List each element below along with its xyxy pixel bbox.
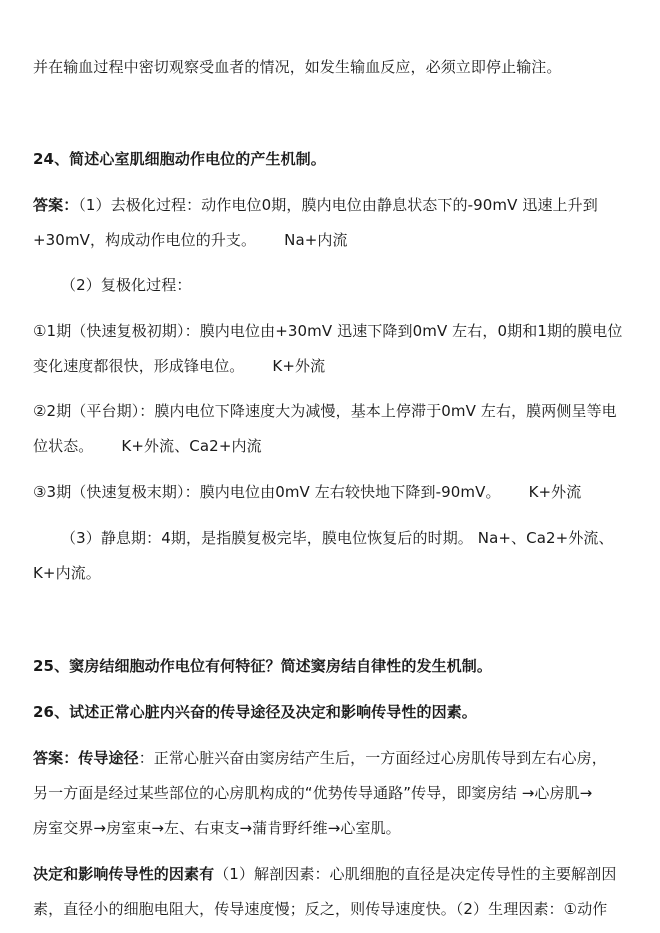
- answer-24-line: K+内流。: [33, 564, 101, 582]
- answer-label: 答案：: [33, 196, 79, 214]
- answer-26-line: 决定和影响传导性的因素有（1）解剖因素：心肌细胞的直径是决定传导性的主要解剖因: [33, 865, 617, 883]
- answer-24-line: +30mV，构成动作电位的升支。 Na+内流: [33, 231, 348, 249]
- text-line: 并在输血过程中密切观察受血者的情况，如发生输血反应，必须立即停止输注。: [33, 58, 562, 76]
- answer-24-line: 答案：（1）去极化过程：动作电位0期，膜内电位由静息状态下的-90mV 迅速上升到: [33, 196, 598, 214]
- answer-24-line: ②2期（平台期）：膜内电位下降速度大为减慢，基本上停滞于0mV 左右，膜两侧呈等电: [33, 402, 617, 420]
- question-25-heading: 25、窦房结细胞动作电位有何特征？简述窦房结自律性的发生机制。: [33, 657, 492, 675]
- answer-24-line: （3）静息期：4期，是指膜复极完毕，膜电位恢复后的时期。 Na+、Ca2+外流、: [61, 529, 614, 547]
- answer-24-line: ③3期（快速复极末期）：膜内电位由0mV 左右较快地下降到-90mV。 K+外流: [33, 483, 582, 501]
- answer-26-line: 另一方面是经过某些部位的心房肌构成的“优势传导通路”传导，即窦房结 →心房肌→: [33, 784, 593, 802]
- answer-label: 答案：传导途径: [33, 749, 139, 767]
- answer-24-line: 变化速度都很快，形成锋电位。 K+外流: [33, 357, 326, 375]
- answer-24-line: 位状态。 K+外流、Ca2+内流: [33, 437, 262, 455]
- question-24-heading: 24、简述心室肌细胞动作电位的产生机制。: [33, 150, 326, 168]
- answer-26-line: 房室交界→房室束→左、右束支→蒲肯野纤维→心室肌。: [33, 819, 401, 837]
- factors-label: 决定和影响传导性的因素有: [33, 865, 215, 883]
- answer-24-line: ①1期（快速复极初期）：膜内电位由+30mV 迅速下降到0mV 左右，0期和1期的膜电位: [33, 322, 623, 340]
- answer-26-line: 素，直径小的细胞电阻大，传导速度慢；反之，则传导速度快。（2）生理因素：①动作: [33, 900, 608, 918]
- question-26-heading: 26、试述正常心脏内兴奋的传导途径及决定和影响传导性的因素。: [33, 703, 477, 721]
- answer-26-line: 答案：传导途径：正常心脏兴奋由窦房结产生后，一方面经过心房肌传导到左右心房，: [33, 749, 607, 767]
- answer-24-subheading: （2）复极化过程：: [61, 276, 192, 294]
